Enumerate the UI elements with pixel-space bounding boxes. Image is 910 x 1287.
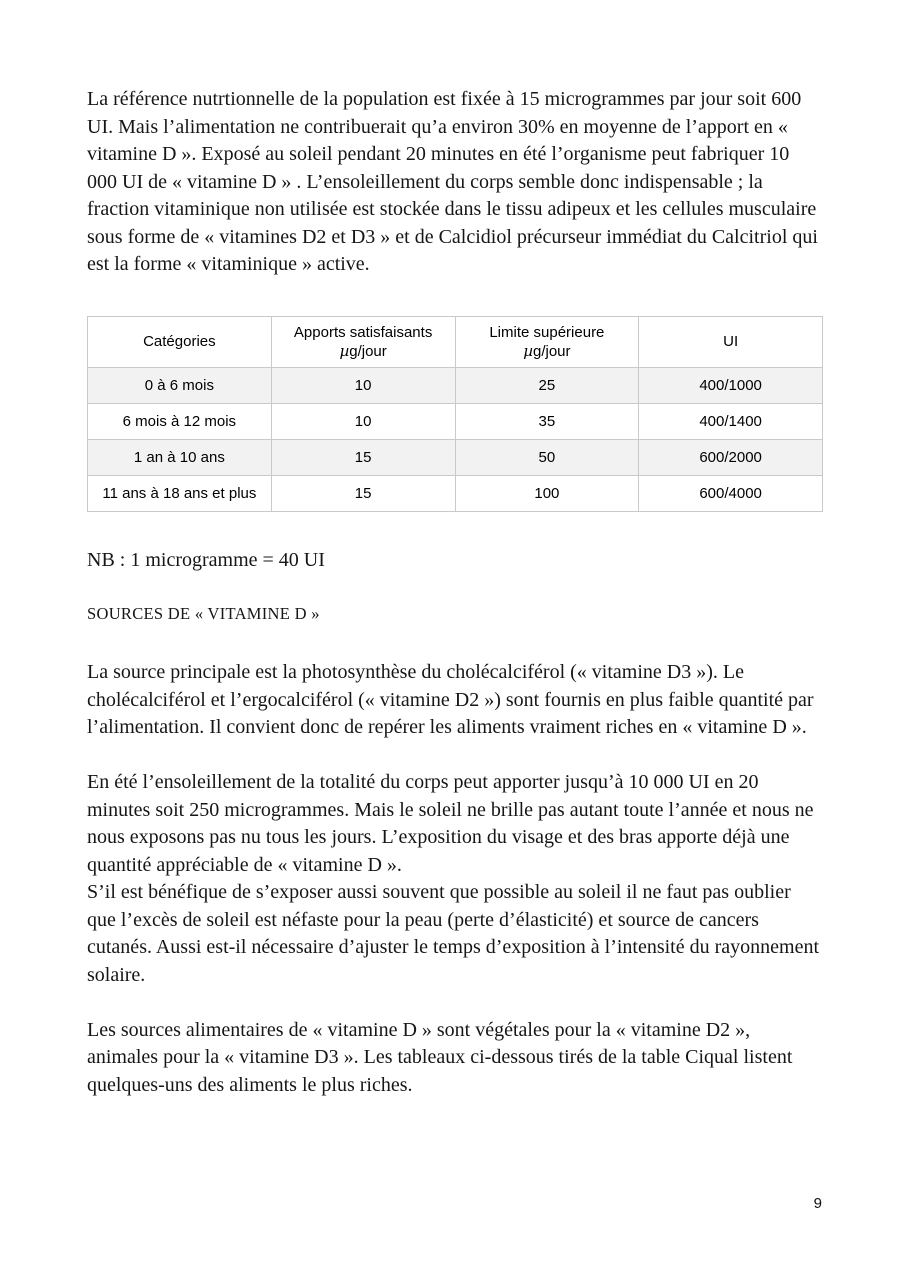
paragraph-intro: La référence nutrtionnelle de la population est fixée à 15 microgrammes par jour soit 600 UI. Mais l’alimentation ne contribuerait qu’a environ 30% en moyenne de l’apport en « vitamine D ». Exposé au soleil pendant 20 minutes en été l’organisme peut fabriquer 10 000 UI de « vitamine D » . L’ensoleillement du corps semble donc indispensable ; la fraction vitaminique non utilisée est stockée dans le tissu adipeux et les cellules musculaire sous forme de « vitamines D2 et D3 » et de Calcidiol précurseur immédiat du Calcitriol qui est la forme « vitaminique » active. bbox=[87, 88, 818, 275]
table-cell-category: 11 ans à 18 ans et plus bbox=[88, 475, 272, 511]
vitamin-d-intake-table bbox=[87, 316, 823, 512]
table-cell-ui: 600/2000 bbox=[639, 439, 823, 475]
table-cell-ui: 400/1400 bbox=[639, 403, 823, 439]
unit-suffix: g/jour bbox=[349, 342, 387, 360]
table-row bbox=[88, 439, 823, 475]
table-header-label: Apports satisfaisants bbox=[293, 323, 433, 341]
paragraph-sun-exposure-part1: En été l’ensoleillement de la totalité du corps peut apporter jusqu’à 10 000 UI en 20 minutes soit 250 microgrammes. Mais le soleil ne brille pas autant toute l’année et nous ne nous exposons pas nu tous les jours. L’exposition du visage et des bras apporte déjà une quantité appréciable de « vitamine D ». bbox=[87, 771, 814, 876]
page-number: 9 bbox=[813, 1194, 822, 1212]
table-cell-apports: 15 bbox=[271, 439, 455, 475]
table-cell-category: 6 mois à 12 mois bbox=[88, 403, 272, 439]
sources-section-heading: SOURCES DE « VITAMINE D » bbox=[87, 604, 320, 623]
table-row bbox=[88, 367, 823, 403]
table-cell-limite: 25 bbox=[455, 367, 639, 403]
table-row bbox=[88, 403, 823, 439]
table-header-label: UI bbox=[723, 333, 739, 350]
table-header-row bbox=[88, 316, 823, 367]
table-row bbox=[88, 475, 823, 511]
mu-symbol: µ bbox=[523, 341, 533, 360]
table-cell-apports: 10 bbox=[271, 367, 455, 403]
nb-note: NB : 1 microgramme = 40 UI bbox=[87, 548, 325, 571]
table-header-unit bbox=[278, 342, 449, 361]
table-header-ui bbox=[639, 316, 823, 367]
paragraph-food-sources: Les sources alimentaires de « vitamine D » sont végétales pour la « vitamine D2 », animales pour la « vitamine D3 ». Les tableaux ci-dessous tirés de la table Ciqual listent quelques-uns des aliments le plus riches. bbox=[87, 1018, 793, 1096]
table-cell-ui: 400/1000 bbox=[639, 367, 823, 403]
table-header-apports-satisfaisants bbox=[271, 316, 455, 367]
paragraph-sun-exposure bbox=[87, 769, 823, 989]
paragraph-sources-main: La source principale est la photosynthèse du cholécalciférol (« vitamine D3 »). Le cholécalciférol et l’ergocalciférol (« vitamine D2 ») sont fournis en plus faible quantité par l’alimentation. Il convient donc de repérer les aliments vraiment riches en « vitamine D ». bbox=[87, 661, 814, 738]
table-cell-limite: 50 bbox=[455, 439, 639, 475]
table-cell-category: 0 à 6 mois bbox=[88, 367, 272, 403]
table-header-limite-superieure bbox=[455, 316, 639, 367]
table-header-categories bbox=[88, 316, 272, 367]
table-cell-apports: 10 bbox=[271, 403, 455, 439]
unit-suffix: g/jour bbox=[532, 342, 571, 360]
paragraph-sun-exposure-part2: S’il est bénéfique de s’exposer aussi souvent que possible au soleil il ne faut pas oublier que l’excès de soleil est néfaste pour la peau (perte d’élasticité) et source de cancers cutanés. Aussi est-il nécessaire d’ajuster le temps d’exposition à l’intensité du rayonnement solaire. bbox=[87, 881, 820, 986]
table-header-label: Catégories bbox=[143, 333, 216, 350]
table-cell-apports: 15 bbox=[271, 475, 455, 511]
mu-symbol: µ bbox=[339, 341, 350, 360]
table-header-label: Limite supérieure bbox=[489, 323, 605, 341]
table-cell-ui: 600/4000 bbox=[639, 475, 823, 511]
table-cell-limite: 100 bbox=[455, 475, 639, 511]
table-cell-category: 1 an à 10 ans bbox=[88, 439, 272, 475]
table-cell-limite: 35 bbox=[455, 403, 639, 439]
table-header-unit bbox=[462, 342, 633, 361]
